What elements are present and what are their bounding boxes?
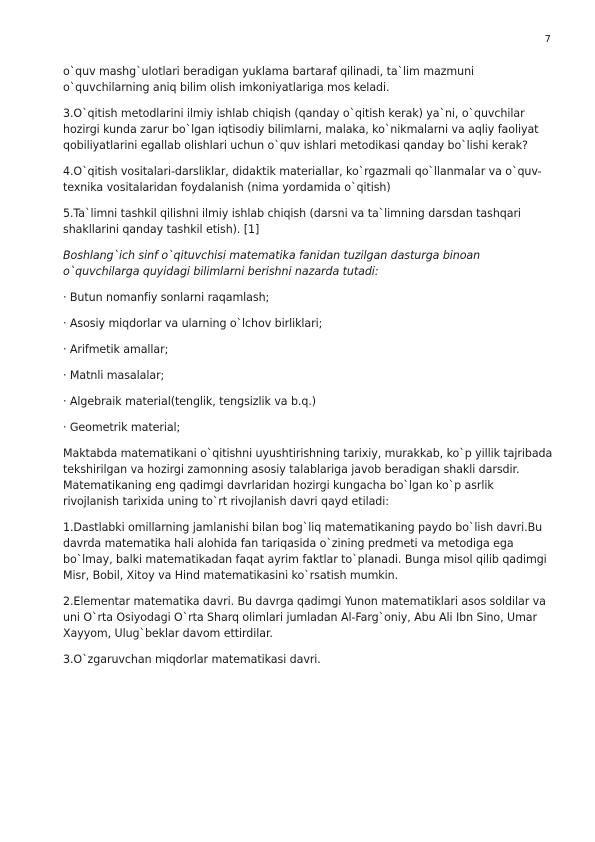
bullet-item: · Geometrik material;	[63, 421, 181, 434]
bullet-item: · Butun nomanfiy sonlarni raqamlash;	[63, 291, 270, 304]
paragraph-item-5: 5.Ta`limni tashkil qilishni ilmiy ishlab chiqish (darsni va ta`limning darsdan tashqari shakllarini qanday tashkil etish). [1]	[63, 207, 521, 236]
paragraph-period-3: 3.O`zgaruvchan miqdorlar matematikasi davri.	[63, 653, 321, 666]
paragraph-continuation: o`quv mashg`ulotlari beradigan yuklama bartaraf qilinadi, ta`lim mazmuni o`quvchilarning aniq bilim olish imkoniyatlariga mos keladi.	[63, 65, 475, 94]
paragraph-period-1: 1.Dastlabki omillarning jamlanishi bilan bog`liq matematikaning paydo bo`lish davri.Bu davrda matematika hali alohida fan tariqasida o`zining predmeti va metodiga ega bo`lmay, balki matematikadan faqat ayrim faktlar to`planadi. Bunga misol qilib qadimgi Misr, Bobil, Xitoy va Hind matematikasini ko`rsatish mumkin.	[63, 521, 547, 582]
page-number: 7	[544, 34, 551, 45]
document-body	[63, 64, 553, 678]
italic-intro-paragraph: Boshlang`ich sinf o`qituvchisi matematika fanidan tuzilgan dasturga binoan o`quvchilarga quyidagi bilimlarni berishni nazarda tutadi:	[63, 249, 481, 278]
bullet-item: · Arifmetik amallar;	[63, 343, 169, 356]
bullet-item: · Matnli masalalar;	[63, 369, 165, 382]
paragraph-item-3: 3.O`qitish metodlarini ilmiy ishlab chiqish (qanday o`qitish kerak) ya`ni, o`quvchilar hozirgi kunda zarur bo`lgan iqtisodiy bilimlarni, malaka, ko`nikmalarni va aqliy faoliyat qobiliyatlarini egallab olishlari uchun o`quv ishlari metodikasi qanday bo`lishi kerak?	[63, 107, 539, 152]
bullet-item: · Asosiy miqdorlar va ularning o`lchov birliklari;	[63, 317, 323, 330]
paragraph-item-4: 4.O`qitish vositalari-darsliklar, didaktik materiallar, ko`rgazmali qo`llanmalar va o`quv-texnika vositalaridan foydalanish (nima yordamida o`qitish)	[63, 165, 542, 194]
bullet-item: · Algebraik material(tenglik, tengsizlik va b.q.)	[63, 395, 317, 408]
paragraph-history-intro: Maktabda matematikani o`qitishni uyushtirishning tarixiy, murakkab, ko`p yillik tajribada tekshirilgan va hozirgi zamonning asosiy talablariga javob beradigan shakli darsdir. Matematikaning eng qadimgi davrlaridan hozirgi kungacha bo`lgan ko`p asrlik rivojlanish tarixida uning to`rt rivojlanish davri qayd etiladi:	[63, 447, 553, 508]
paragraph-period-2: 2.Elementar matematika davri. Bu davrga qadimgi Yunon matematiklari asos soldilar va uni O`rta Osiyodagi O`rta Sharq olimlari jumladan Al-Farg`oniy, Abu Ali Ibn Sino, Umar Xayyom, Ulug`beklar davom ettirdilar.	[63, 595, 546, 640]
